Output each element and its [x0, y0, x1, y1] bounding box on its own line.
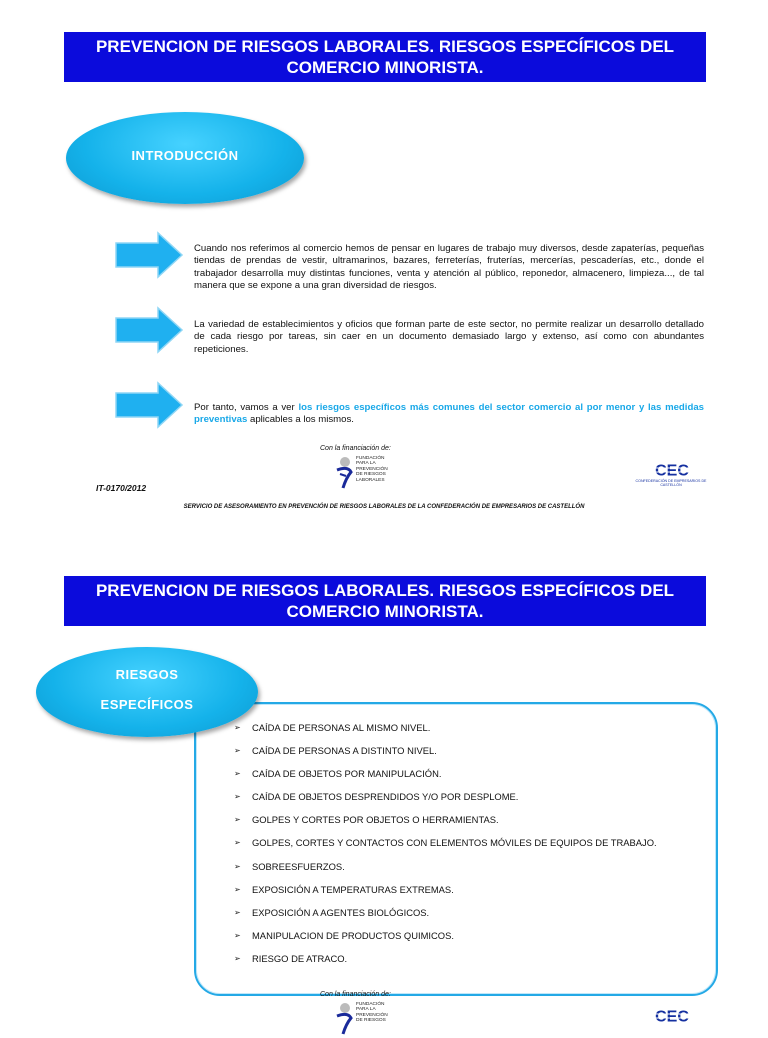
introduccion-ellipse [66, 112, 304, 204]
funding-caption: Con la financiación de: [320, 445, 391, 452]
fundacion-logo-icon [334, 1002, 356, 1036]
arrow-icon [114, 381, 184, 429]
funding-org-name: FUNDACIÓN PARA LA PREVENCIÓN DE RIESGOS LABORALES [356, 456, 388, 483]
funding-block [320, 992, 430, 1038]
risk-list-item: ➢ CAÍDA DE OBJETOS DESPRENDIDOS Y/O POR DESPLOME. [234, 791, 657, 814]
risks-list-box [194, 702, 718, 996]
risk-list-item: ➢ SOBREESFUERZOS. [234, 861, 657, 884]
riesgos-label-line2: ESPECÍFICOS [100, 697, 194, 712]
cec-logo-text: CEC [655, 462, 689, 478]
cec-logo-icon [641, 1008, 703, 1024]
intro-paragraph-3 [194, 402, 704, 427]
risk-list-item: ➢ MANIPULACION DE PRODUCTOS QUIMICOS. [234, 930, 657, 953]
slide2-title-line2: COMERCIO MINORISTA. [286, 602, 484, 621]
risk-list-item: ➢ EXPOSICIÓN A AGENTES BIOLÓGICOS. [234, 907, 657, 930]
risk-list-item: ➢ GOLPES Y CORTES POR OBJETOS O HERRAMIENTAS. [234, 814, 657, 837]
risk-list-item: ➢ GOLPES, CORTES Y CONTACTOS CON ELEMENTOS MÓVILES DE EQUIPOS DE TRABAJO. [234, 837, 657, 860]
intro-paragraph-3-after: aplicables a los mismos. [247, 414, 354, 426]
document-code: IT-0170/2012 [96, 483, 147, 493]
funding-caption: Con la financiación de: [320, 991, 391, 998]
cec-subtitle: CONFEDERACIÓN DE EMPRESARIOS DE CASTELLÓN [635, 479, 707, 487]
intro-paragraph-1: Cuando nos referimos al comercio hemos de pensar en lugares de trabajo muy diversos, desde zapaterías, pequeñas tiendas de prendas de vestir, ultramarinos, bazares, ferreterías, fruterías, mercerías, pescaderías, etc., donde el trabajador desarrolla muy distintas funciones, venta y atención al público, reponedor, almacenero, limpieza..., de tal manera que se expone a una gran diversidad de riesgos. [194, 243, 704, 292]
cec-logo [633, 1008, 709, 1038]
introduccion-label: INTRODUCCIÓN [131, 148, 239, 163]
slide2-title-banner [64, 576, 706, 626]
risk-list-item: ➢ EXPOSICIÓN A TEMPERATURAS EXTREMAS. [234, 884, 657, 907]
cec-logo [633, 462, 709, 492]
slide1-title-line2: COMERCIO MINORISTA. [286, 58, 484, 77]
intro-paragraph-3-highlight: los riesgos específicos más comunes del sector comercio al por menor y las medidas preventivas [194, 402, 704, 426]
cec-logo-text: CEC [655, 1008, 689, 1024]
risk-list-item: ➢ CAÍDA DE PERSONAS A DISTINTO NIVEL. [234, 745, 657, 768]
slide1-title-banner [64, 32, 706, 82]
footer-text: SERVICIO DE ASESORAMIENTO EN PREVENCIÓN DE RIESGOS LABORALES DE LA CONFEDERACIÓN DE EMPRESARIOS DE CASTELLÓN [183, 504, 585, 510]
risk-list-item: ➢ RIESGO DE ATRACO. [234, 953, 657, 976]
risks-list [234, 722, 657, 976]
intro-paragraph-3-before: Por tanto, vamos a ver [194, 402, 299, 413]
slide1-title-line1: PREVENCION DE RIESGOS LABORALES. RIESGOS ESPECÍFICOS DEL [95, 37, 675, 56]
risk-list-item: ➢ CAÍDA DE OBJETOS POR MANIPULACIÓN. [234, 768, 657, 791]
riesgos-label-line1: RIESGOS [115, 667, 179, 682]
funding-org-name: FUNDACIÓN PARA LA PREVENCIÓN DE RIESGOS [356, 1002, 388, 1024]
funding-block [320, 446, 430, 492]
slide2-title-line1: PREVENCION DE RIESGOS LABORALES. RIESGOS ESPECÍFICOS DEL [95, 581, 675, 600]
arrow-icon [114, 231, 184, 279]
intro-paragraph-2: La variedad de establecimientos y oficios que forman parte de este sector, no permite realizar un desarrollo detallado de cada riesgo por tareas, sin caer en un documento demasiado largo y extenso, así como con abundantes repeticiones. [194, 319, 704, 355]
cec-logo-icon [641, 462, 703, 478]
fundacion-logo-icon [334, 456, 356, 490]
risk-list-item: ➢ CAÍDA DE PERSONAS AL MISMO NIVEL. [234, 722, 657, 745]
arrow-icon [114, 306, 184, 354]
riesgos-especificos-ellipse [36, 647, 258, 737]
